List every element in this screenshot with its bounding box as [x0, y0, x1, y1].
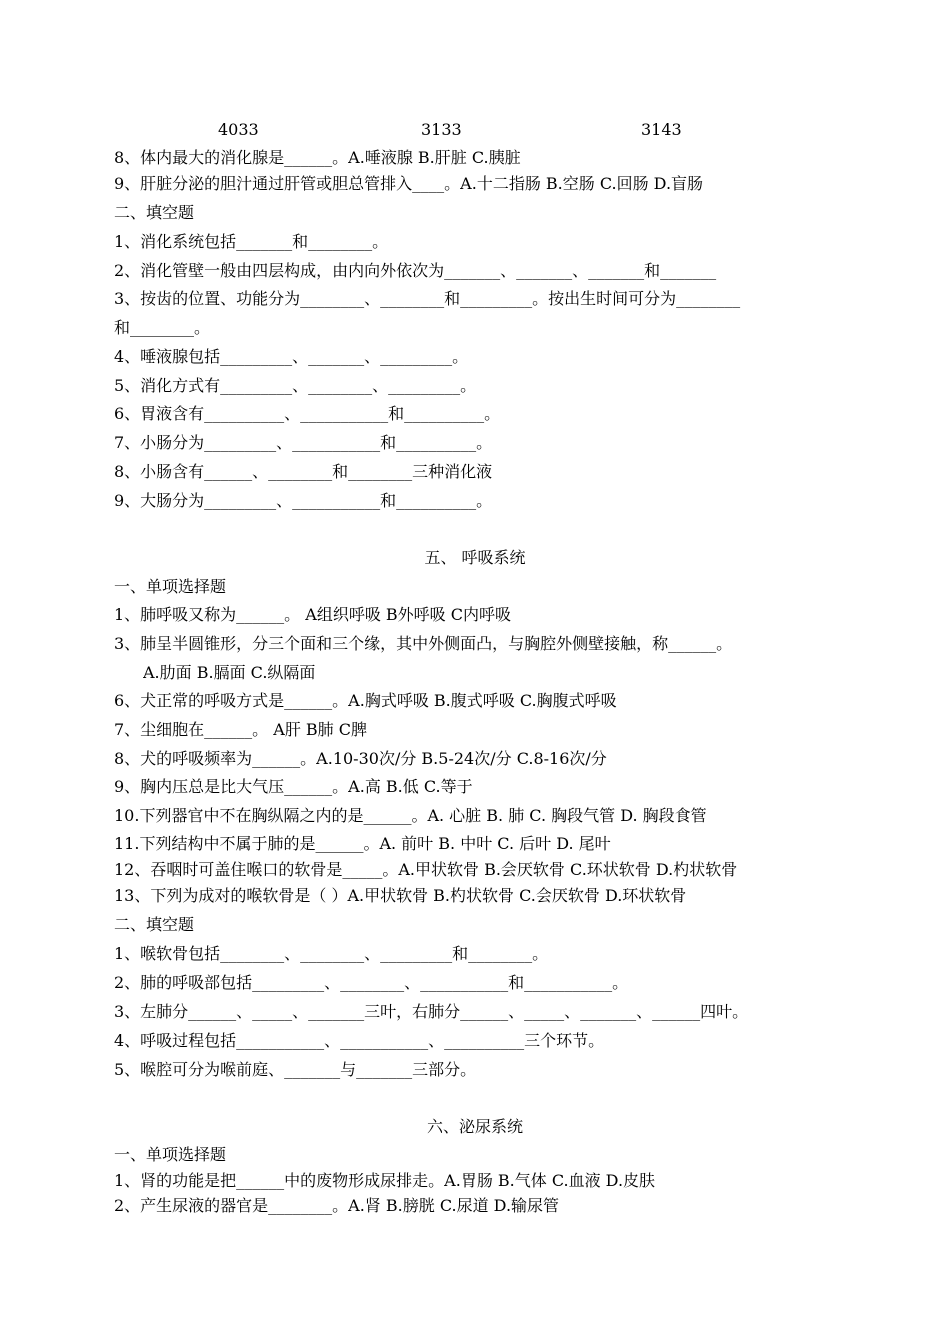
question-line: 5、消化方式有_________、________、_________。 [114, 376, 477, 395]
top-number-1: 4033 [218, 120, 259, 139]
question-line: 2、产生尿液的器官是________。A.肾 B.膀胱 C.尿道 D.输尿管 [114, 1196, 560, 1215]
top-number-2: 3133 [421, 120, 462, 139]
question-line: 4、呼吸过程包括___________、___________、__________三个环节。 [114, 1031, 605, 1050]
question-line: 6、胃液含有__________、___________和__________。 [114, 404, 501, 423]
question-line: 2、肺的呼吸部包括_________、________、___________和___________。 [114, 973, 629, 992]
question-line: 1、消化系统包括_______和________。 [114, 232, 389, 251]
section-title-urinary: 六、泌尿系统 [426, 1117, 523, 1136]
question-line: 9、大肠分为_________、___________和__________。 [114, 491, 493, 510]
question-line: 12、吞咽时可盖住喉口的软骨是_____。A.甲状软骨 B.会厌软骨 C.环状软骨 D.杓状软骨 [114, 860, 738, 879]
question-line: 7、尘细胞在______。 A肝 B肺 C脾 [114, 720, 367, 739]
question-line: 3、左肺分______、_____、_______三叶，右肺分______、_____、_______、______四叶。 [114, 1002, 749, 1021]
question-line: 4、唾液腺包括_________、_______、_________。 [114, 347, 469, 366]
question-line: 7、小肠分为_________、___________和__________。 [114, 433, 493, 452]
question-line: 9、胸内压总是比大气压______。A.高 B.低 C.等于 [114, 777, 473, 796]
question-line: 13、下列为成对的喉软骨是（ ）A.甲状软骨 B.杓状软骨 C.会厌软骨 D.环状软骨 [114, 886, 687, 905]
section-title-respiratory: 五、 呼吸系统 [424, 548, 526, 567]
question-line: 3、按齿的位置、功能分为________、________和_________。按出生时间可分为________ [114, 289, 741, 308]
question-line: 2、消化管壁一般由四层构成，由内向外依次为_______、_______、_______和_______ [114, 261, 717, 280]
question-line: 8、小肠含有______、________和________三种消化液 [114, 462, 493, 481]
question-line: 8、体内最大的消化腺是______。A.唾液腺 B.肝脏 C.胰脏 [114, 148, 521, 167]
section-heading: 二、填空题 [114, 915, 195, 934]
question-line: 9、肝脏分泌的胆汁通过肝管或胆总管排入____。A.十二指肠 B.空肠 C.回肠 D.盲肠 [114, 174, 704, 193]
section-heading: 二、填空题 [114, 203, 195, 222]
section-heading: 一、单项选择题 [114, 1145, 227, 1164]
question-line: 和________。 [114, 318, 211, 337]
question-line: 8、犬的呼吸频率为______。A.10-30次/分 B.5-24次/分 C.8-16次/分 [114, 749, 607, 768]
question-line: 11.下列结构中不属于肺的是______。A. 前叶 B. 中叶 C. 后叶 D. 尾叶 [114, 834, 611, 853]
question-line: 3、肺呈半圆锥形，分三个面和三个缘，其中外侧面凸，与胸腔外侧壁接触，称______。 [114, 634, 733, 653]
question-line: 6、犬正常的呼吸方式是______。A.胸式呼吸 B.腹式呼吸 C.胸腹式呼吸 [114, 691, 617, 710]
question-line: 5、喉腔可分为喉前庭、_______与_______三部分。 [114, 1060, 477, 1079]
question-line: 1、肾的功能是把______中的废物形成尿排走。A.胃肠 B.气体 C.血液 D.皮肤 [114, 1171, 656, 1190]
top-number-3: 3143 [641, 120, 682, 139]
question-line: 1、喉软骨包括________、________、_________和________。 [114, 944, 549, 963]
question-options: A.肋面 B.膈面 C.纵隔面 [143, 663, 316, 682]
question-line: 10.下列器官中不在胸纵隔之内的是______。A. 心脏 B. 肺 C. 胸段气管 D. 胸段食管 [114, 806, 707, 825]
section-heading: 一、单项选择题 [114, 577, 227, 596]
question-line: 1、肺呼吸又称为______。 A组织呼吸 B外呼吸 C内呼吸 [114, 605, 511, 624]
